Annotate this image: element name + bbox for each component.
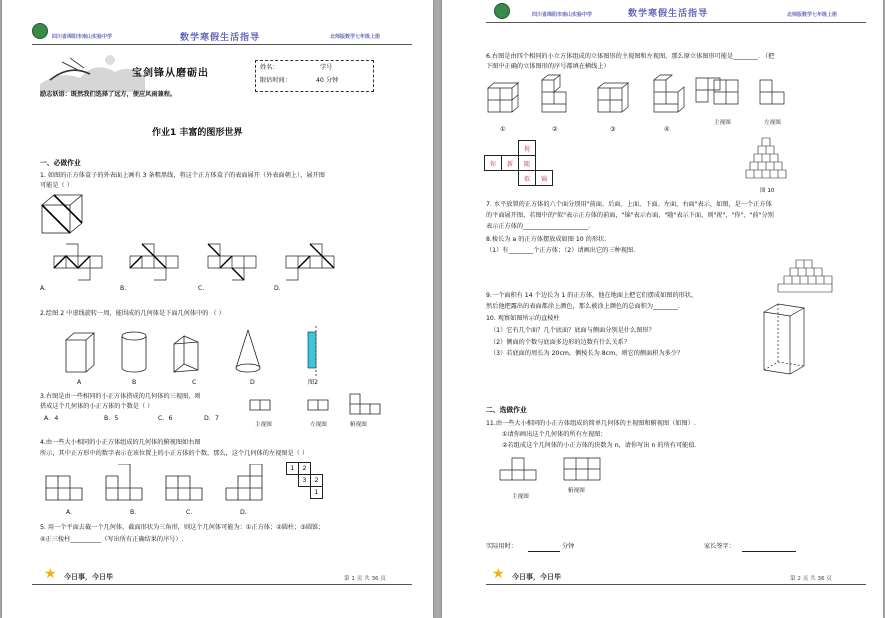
q4-grid-cell: 2 — [311, 475, 323, 487]
q11-view-top: 俯视图 — [568, 488, 585, 494]
q2-label-d: D — [250, 379, 255, 386]
info-name-label: 姓名： — [260, 64, 279, 71]
time-used-label: 实际用时： — [486, 543, 517, 550]
banner-slogan: 宝剑锋从磨砺出 — [132, 68, 209, 79]
header-rule — [32, 44, 412, 45]
footer-rule — [486, 584, 866, 585]
q6-text-line1: 6.右图是由四个相同的小立方体组成的立体图形的主视图和左视图，那么原立体图形可能是________. （把 — [486, 53, 775, 60]
footer-motto: 今日事，今日毕 — [512, 573, 561, 581]
q5-text-line1: 5. 用一个平面去截一个几何体，截面形状为三角形，则这个几何体可能为：①正方体；②圆柱；③圆锥； — [40, 524, 325, 531]
q3-view-left: 左视图 — [310, 422, 327, 428]
net-cell: 祝 — [519, 141, 536, 156]
q3-text-line1: 3.右图是由一些相同的小正方体搭成的几何体的三视图，则 — [40, 393, 201, 400]
q3-option-b: B．5 — [104, 415, 119, 422]
q1-option-d: D. — [274, 285, 281, 292]
q3-option-d: D．7 — [204, 415, 219, 422]
footer-star-icon: ★ — [44, 566, 57, 582]
motto: 励志妖语：既然我们选择了远方，便应风雨兼程。 — [40, 91, 177, 98]
header-title: 数学寒假生活指导 — [180, 33, 261, 43]
document-page-2 — [442, 0, 883, 618]
q1-text-line2: 可能是（ ） — [40, 182, 73, 189]
q4-grid-cell: 3 — [299, 475, 311, 487]
net-cell: 新 — [502, 156, 519, 171]
header-rule — [486, 22, 866, 23]
page-number: 第 2 页 共 36 页 — [790, 576, 832, 582]
document-page-1 — [2, 0, 433, 618]
time-used-unit: 分钟 — [562, 543, 575, 550]
q4-option-d: D. — [240, 509, 247, 516]
school-logo — [32, 23, 48, 39]
q4-grid-cell: 2 — [299, 463, 311, 475]
q2-label-fig2: 图2 — [308, 379, 319, 386]
net-cell: 似 — [519, 171, 536, 186]
net-cell: 锦 — [536, 171, 553, 186]
info-time-value: 40 分钟 — [316, 77, 339, 84]
q3-option-c: C．6 — [158, 415, 173, 422]
footer-star-icon: ★ — [492, 566, 505, 582]
net-cell: 你 — [485, 156, 502, 171]
q6-text-line2: 下图中正确的立体图形的序号都填在横线上） — [486, 63, 610, 70]
q6-label-3: ③ — [610, 126, 616, 133]
q8-text-line1: 8.棱长为 a 的正方体摆放成如图 10 的形状. — [486, 236, 607, 243]
q10-sub1: （1）它有几个面？几个底面？底面与侧面分别是什么图形？ — [490, 327, 655, 334]
q9-text-line1: 9.一个面积有 14 个边长为 1 的正方体，他在地面上把它们摆成如图的形状， — [486, 292, 698, 299]
page-number: 第 1 页 共 36 页 — [344, 576, 386, 582]
q3-view-front: 主视图 — [255, 422, 272, 428]
q11-view-front: 主视图 — [512, 494, 529, 500]
net-cell: 随 — [519, 156, 536, 171]
q1-option-c: C. — [198, 285, 205, 292]
q7-text-line1: 7. 水平放置的正方体的六个面分别用"前面、后面、上面、下面、左面、右面"表示，如图，是一个正方体 — [486, 201, 772, 208]
q6-view-front: 主视图 — [714, 120, 731, 126]
q2-label-a: A — [77, 379, 82, 386]
header-right-text: 北师版数学七年级上册 — [330, 34, 381, 40]
q10-sub2: （2）侧面的个数与底面多边形的边数有什么关系？ — [490, 339, 631, 346]
q2-solids-figure — [62, 326, 332, 378]
q7-text-line3: 表示正方体的_____________________. — [486, 223, 591, 230]
q4-text-line2: 所示，其中正方形中的数字表示在该位置上的小正方体的个数，那么，这个几何体的左视图是（ ） — [40, 450, 309, 457]
q11-text-line3: ②若组成这个几何体的小正方体的块数为 n，请你写出 n 的所有可能值. — [502, 442, 697, 449]
q6-label-2: ② — [552, 126, 558, 133]
q11-views-figure — [498, 456, 608, 494]
q6-label-1: ① — [500, 126, 506, 133]
q3-option-a: A．4 — [44, 415, 59, 422]
time-used-blank[interactable] — [528, 551, 560, 552]
q4-options-figure — [44, 464, 284, 504]
assignment-title: 作业1 丰富的图形世界 — [152, 128, 243, 138]
q7-text-line2: 的平面展开图，若图中的"似"表示正方体的前面，"锦"表示右面，"随"表示下面，则"祝"、"你"、"前"分别 — [486, 212, 774, 219]
q8-text-line2: （1）有________个正方体；（2）请画出它的三种视图. — [486, 247, 636, 254]
q4-option-c: C. — [186, 509, 193, 516]
q6-views-figure — [710, 78, 790, 118]
q10-title: 10. 观察如图所示的直棱柱 — [486, 315, 560, 322]
q4-option-b: B. — [130, 509, 137, 516]
q7-cube-net — [484, 140, 553, 186]
q9-pyramid-figure — [766, 258, 842, 296]
q4-text-line1: 4.由一些大小相同的小正方体组成的几何体的俯视图如右图 — [40, 439, 201, 446]
section-optional: 二、选做作业 — [486, 406, 527, 414]
q10-sub3: （3）若底面的周长为 20cm，侧棱长为 8cm，则它的侧面积为多少？ — [490, 350, 684, 357]
q4-grid-cell: 1 — [311, 487, 323, 499]
header-school: 四川省绵阳市南山实验中学 — [532, 12, 593, 18]
header-title: 数学寒假生活指导 — [628, 9, 709, 19]
info-time-label: 限估时间： — [260, 77, 291, 84]
q9-text-line2: 然后他把露出的表面都涂上颜色，那么被涂上颜色的总面积为________. — [486, 303, 680, 310]
parent-sign-label: 家长签字： — [704, 543, 735, 550]
q4-grid-cell: 1 — [287, 463, 299, 475]
q5-text-line2: ④正三棱柱__________（写出所有正确结果的序号）. — [40, 536, 184, 543]
q1-option-b: B. — [120, 285, 127, 292]
fig10-label: 图 10 — [760, 188, 775, 194]
header-school: 四川省绵阳市南山实验中学 — [52, 34, 113, 40]
q6-solids-figure — [486, 74, 736, 128]
footer-rule — [32, 584, 412, 585]
info-id-label: 学号 — [320, 64, 333, 71]
q3-views-figure — [248, 392, 388, 420]
q2-label-b: B — [132, 379, 137, 386]
q6-view-left: 左视图 — [764, 120, 781, 126]
school-logo — [494, 3, 510, 19]
q2-label-c: C — [192, 379, 197, 386]
q4-option-a: A. — [66, 509, 73, 516]
header-right-text: 北师版数学七年级上册 — [787, 12, 838, 18]
q1-text-line1: 1. 如图的正方体盒子的外表面上画有 3 条粗黑线，将这个正方体盒子的表面展开（外表面朝上），展开图 — [40, 172, 325, 179]
q1-cube-figure — [40, 193, 86, 235]
fig10-stacked-cubes — [742, 134, 794, 188]
q6-label-4: ④ — [664, 126, 670, 133]
q4-top-view-grid — [286, 462, 323, 499]
q11-text-line1: 11.由一些大小相同的小正方体组成的简单几何体的主视图和俯视图（如图）. — [486, 420, 696, 427]
q1-option-a: A. — [40, 285, 47, 292]
q11-text-line2: ①请你画出这个几何体的所有左视图； — [502, 431, 607, 438]
parent-sign-blank[interactable] — [742, 551, 796, 552]
section-required: 一、必做作业 — [40, 159, 81, 167]
q3-view-top: 俯视图 — [350, 422, 367, 428]
footer-motto: 今日事，今日毕 — [64, 573, 113, 581]
q3-text-line2: 搭成这个几何体的小正方体的个数是（ ） — [40, 403, 154, 410]
q2-text: 2.绘图 2 中虚线旋转一周，能围成的几何体是下面几何体中的 （ ） — [40, 310, 225, 317]
q1-net-options — [52, 240, 352, 290]
q10-prism-figure — [760, 302, 810, 380]
